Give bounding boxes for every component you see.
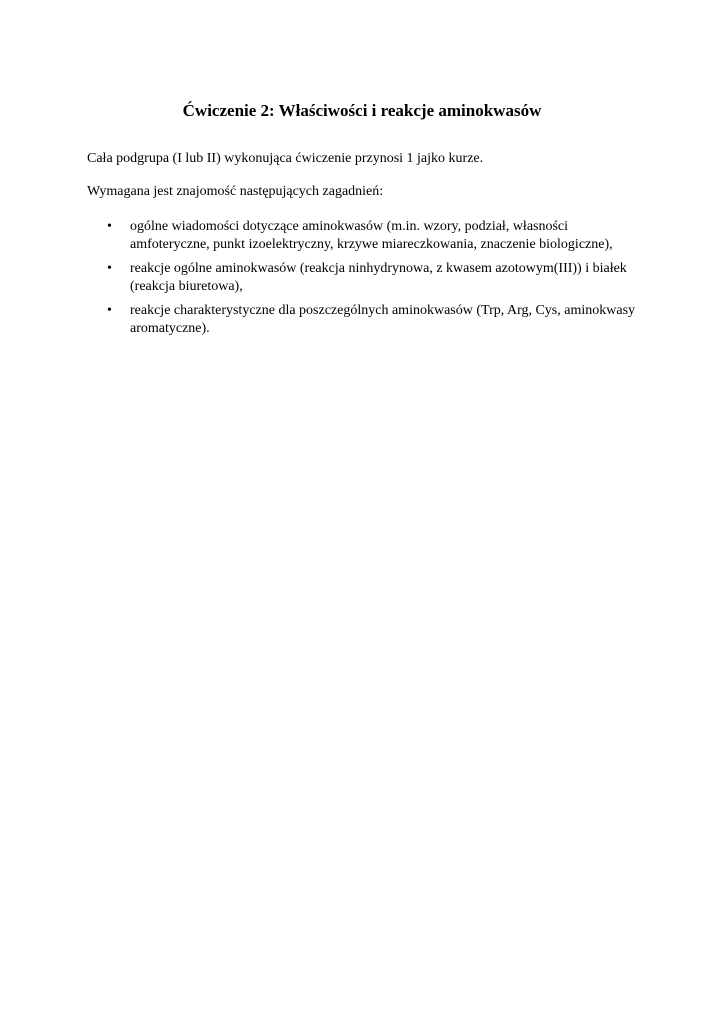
list-item-text: ogólne wiadomości dotyczące aminokwasów (m.in. wzory, podział, własności amfoteryczne, punkt izoelektryczny, krzywe miareczkowania, znaczenie biologiczne), bbox=[130, 219, 613, 252]
intro-paragraph: Cała podgrupa (I lub II) wykonująca ćwiczenie przynosi 1 jajko kurze. bbox=[87, 151, 484, 166]
page-title: Ćwiczenie 2: Właściwości i reakcje aminokwasów bbox=[182, 101, 542, 120]
list-item bbox=[0, 260, 650, 296]
bullet-icon: • bbox=[107, 261, 112, 276]
list-item bbox=[0, 302, 650, 338]
requirements-heading: Wymagana jest znajomość następujących zagadnień: bbox=[87, 184, 384, 199]
list-item-text: reakcje ogólne aminokwasów (reakcja ninhydrynowa, z kwasem azotowym(III)) i białek (reakcja biuretowa), bbox=[130, 261, 627, 294]
list-item-text: reakcje charakterystyczne dla poszczególnych aminokwasów (Trp, Arg, Cys, aminokwasy aromatyczne). bbox=[130, 303, 636, 336]
bullet-icon: • bbox=[107, 219, 112, 234]
bullet-icon: • bbox=[107, 303, 112, 318]
requirements-list bbox=[0, 218, 724, 344]
list-item bbox=[0, 218, 650, 254]
